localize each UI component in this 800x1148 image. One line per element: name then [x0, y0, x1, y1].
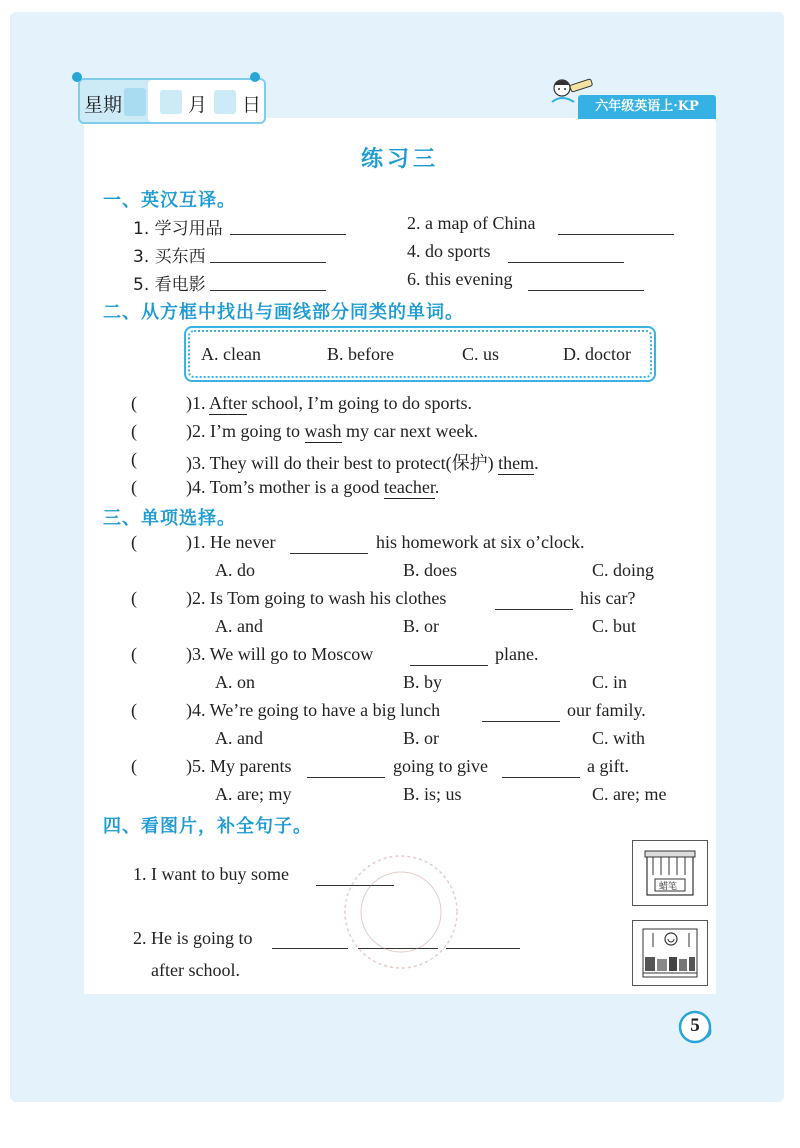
s1-item-6: 6. this evening [407, 269, 513, 289]
s1-answer-6[interactable] [528, 290, 644, 291]
s1-answer-3[interactable] [210, 262, 326, 263]
s3-question-end: plane. [495, 644, 539, 664]
s3-answer-paren[interactable]: ( [131, 756, 137, 776]
s3-option-c: C. are; me [592, 784, 667, 804]
s2-question [186, 477, 439, 498]
s3-option-c: C. doing [592, 560, 655, 580]
s2-question-number: )3. [186, 453, 210, 473]
s3-question-start: )4. We’re going to have a big lunch [186, 700, 441, 720]
weekday-slot[interactable] [124, 88, 146, 116]
s3-question-start: )2. Is Tom going to wash his clothes [186, 588, 447, 608]
s2-question-text: I’m going to [210, 421, 305, 441]
s2-underlined-word: wash [304, 421, 342, 441]
s2-question-number: )4. [186, 477, 210, 497]
s2-underlined-word: them [498, 453, 535, 473]
page-title: 练习三 [360, 147, 439, 172]
pin-dot-icon [72, 72, 82, 82]
s3-question-end: going to give [393, 756, 488, 776]
s3-blank[interactable] [482, 721, 560, 722]
s3-option-c: C. in [592, 672, 628, 692]
s3-option-c: C. with [592, 728, 646, 748]
s3-option-b: B. or [403, 728, 439, 748]
s3-question-start: )5. My parents [186, 756, 292, 776]
word-option-a: A. clean [201, 344, 261, 364]
weekday-label: 星期 [84, 94, 123, 116]
s3-option-b: B. by [403, 672, 443, 692]
s2-answer-paren[interactable]: ( [131, 421, 137, 441]
s3-answer-paren[interactable]: ( [131, 644, 137, 664]
s3-question-start: )1. He never [186, 532, 276, 552]
s2-question-text: They will do their best to protect(保护) [209, 453, 499, 473]
pic1-label: 蜡笔 [659, 882, 678, 892]
s3-question-end: his car? [580, 588, 636, 608]
s3-question-end: his homework at six o’clock. [376, 532, 585, 552]
s3-question-end: our family. [567, 700, 646, 720]
s3-option-b: B. or [403, 616, 439, 636]
s2-question-number: )1. [186, 393, 210, 413]
s3-blank[interactable] [495, 609, 573, 610]
section-3-heading: 三、单项选择。 [103, 508, 236, 529]
s2-question [186, 421, 478, 442]
s2-answer-paren[interactable]: ( [131, 393, 137, 413]
month-label: 月 [188, 94, 208, 116]
s2-question-text: . [534, 453, 539, 473]
word-option-b: B. before [327, 344, 394, 364]
s2-answer-paren[interactable]: ( [131, 477, 137, 497]
s2-underlined-word: After [209, 393, 247, 413]
date-slots [148, 80, 264, 122]
s1-answer-2[interactable] [558, 234, 674, 235]
s3-blank[interactable] [290, 553, 368, 554]
s3-option-a: A. are; my [215, 784, 292, 804]
page-number-text: 5 [690, 1015, 700, 1036]
s3-answer-paren[interactable]: ( [131, 700, 137, 720]
s3-question-tail: a gift. [587, 756, 629, 776]
s4-item-2-continued: after school. [151, 960, 240, 980]
laundry-picture [632, 920, 708, 986]
s1-item-2: 2. a map of China [407, 213, 536, 233]
watermark-stamp [326, 842, 476, 982]
word-option-d: D. doctor [563, 344, 631, 364]
crayon-shop-picture [632, 840, 708, 906]
s3-question-start: )3. We will go to Moscow [186, 644, 374, 664]
washing-machine-icon [633, 921, 707, 985]
s3-option-c: C. but [592, 616, 637, 636]
section-1-heading: 一、英汉互译。 [103, 190, 236, 211]
section-4-heading: 四、看图片，补全句子。 [103, 816, 312, 837]
s1-answer-4[interactable] [508, 262, 624, 263]
s3-option-a: A. and [215, 616, 263, 636]
word-option-c: C. us [462, 344, 500, 364]
s3-option-a: A. on [215, 672, 255, 692]
day-label: 日 [242, 94, 262, 116]
s3-answer-paren[interactable]: ( [131, 532, 137, 552]
s3-blank[interactable] [502, 777, 580, 778]
day-slot[interactable] [214, 90, 236, 114]
s1-item-1: 1. 学习用品 [133, 219, 223, 239]
s3-option-b: B. does [403, 560, 457, 580]
s1-answer-1[interactable] [230, 234, 346, 235]
grade-tag: 六年级英语上·KP [578, 95, 716, 119]
s2-underlined-word: teacher [383, 477, 435, 497]
pin-dot-icon [250, 72, 260, 82]
s2-question-text: my car next week. [341, 421, 478, 441]
s1-item-3: 3. 买东西 [133, 247, 206, 267]
shop-icon [633, 841, 707, 905]
s3-option-b: B. is; us [403, 784, 462, 804]
s2-question-text: . [434, 477, 440, 497]
s2-question [186, 393, 472, 414]
s2-question [186, 449, 539, 475]
s3-option-a: A. and [215, 728, 263, 748]
s2-question-text: school, I’m going to do sports. [247, 393, 472, 413]
s3-answer-paren[interactable]: ( [131, 588, 137, 608]
s4-item-2: 2. He is going to [133, 928, 253, 948]
s2-question-number: )2. [186, 421, 210, 441]
section-2-heading: 二、从方框中找出与画线部分同类的单词。 [103, 302, 464, 323]
s3-blank[interactable] [410, 665, 488, 666]
month-slot[interactable] [160, 90, 182, 114]
page-number [678, 1010, 712, 1044]
s2-answer-paren[interactable]: ( [131, 449, 137, 469]
s1-item-4: 4. do sports [407, 241, 491, 261]
s3-option-a: A. do [215, 560, 255, 580]
s4-item-1: 1. I want to buy some [133, 864, 289, 884]
s2-question-text: Tom’s mother is a good [209, 477, 384, 497]
s3-blank[interactable] [307, 777, 385, 778]
s1-answer-5[interactable] [210, 290, 326, 291]
s1-item-5: 5. 看电影 [133, 275, 206, 295]
